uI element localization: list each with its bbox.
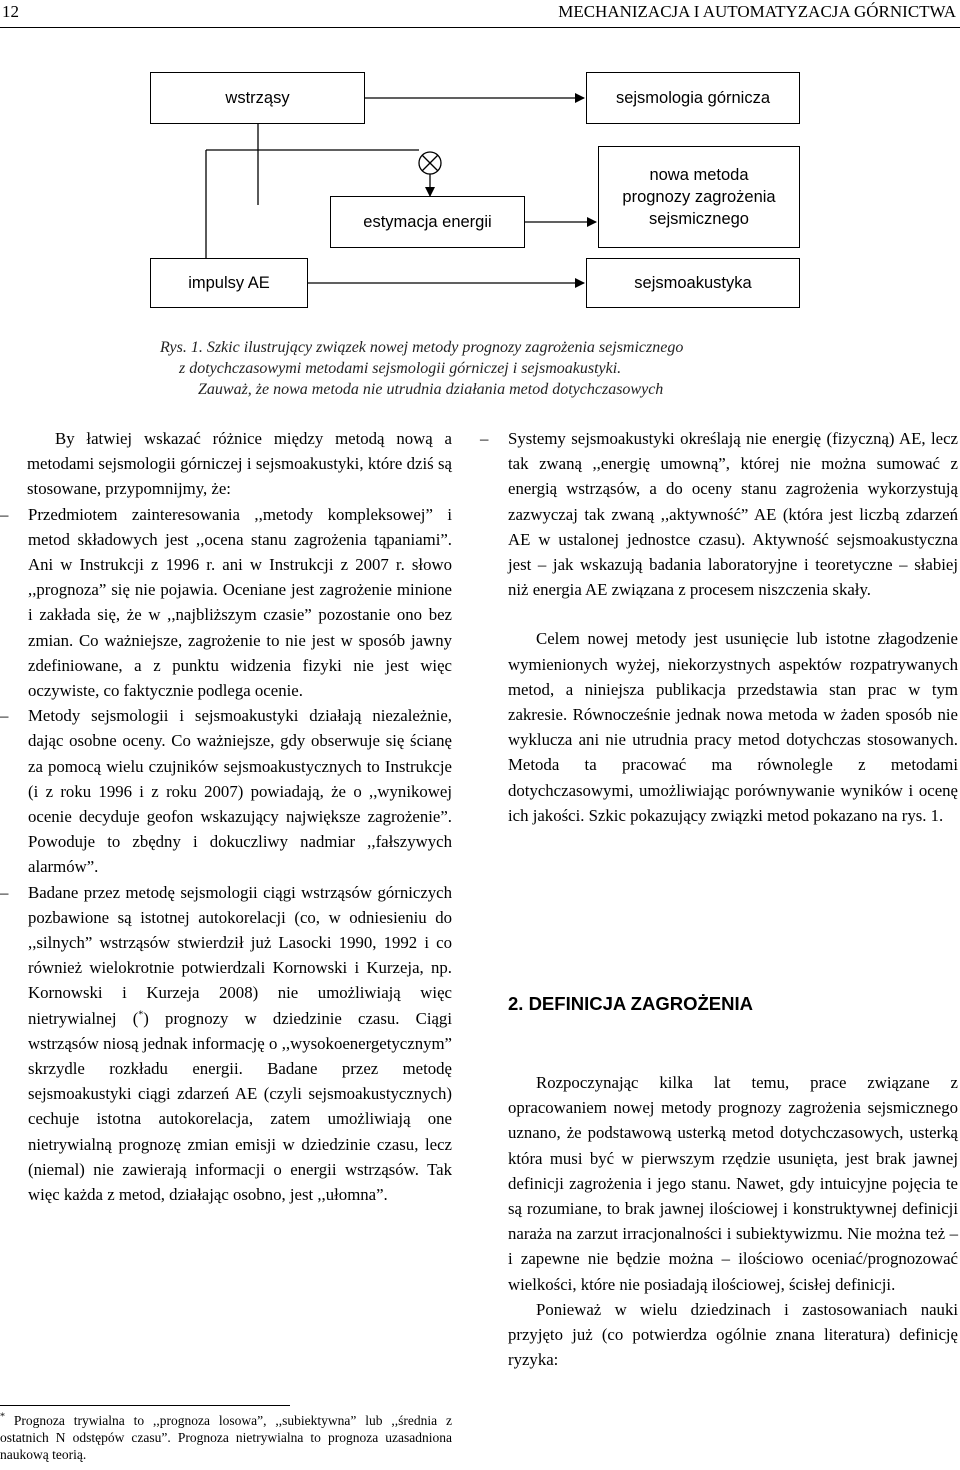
caption-line-2: z dotychczasowymi metodami sejsmologii górniczej i sejsmoakustyki. [179,360,622,377]
intro-paragraph: By łatwiej wskazać różnice między metodą nową a metodami sejsmologii górniczej i sejsmoakustyki, które dziś są stosowane, przypomnijmy, że: [27,429,452,499]
box-wstrzasy [150,72,365,124]
diagram-connectors [0,0,960,330]
box-nowa-metoda-label: nowa metoda prognozy zagrożenia sejsmicznego [622,166,776,228]
box-sejsmoakustyka [586,258,800,308]
box-sejsmoakustyka-label: sejsmoakustyka [634,274,752,292]
left-column [0,426,452,1207]
footnote-rule [0,1405,290,1406]
box-estymacja [330,196,525,248]
box-sejsmologia [586,72,800,124]
goal-paragraph: Celem nowej metody jest usunięcie lub istotne złagodzenie wymienionych wyżej, niekorzystnych aspektów rozpatrywanych metod, a niniejsza publikacja przedstawia stan prac w tym zakresie. Równocześnie jednak nowa metoda w żaden sposób nie wyklucza ani nie utrudnia pracy metod dotychczas stosowanych. Metoda ta pracować ma równolegle z metodami dotychczasowymi, umożliwiając porównywanie wyników i ocenę ich jakości. Szkic pokazujący związki metod pokazano na rys. 1. [508,629,958,825]
footnote [0,1412,452,1463]
list-item [0,880,452,1208]
definition-paragraph-1: Rozpoczynając kilka lat temu, prace związane z opracowaniem nowej metody prognozy zagrożenia sejsmicznego uznano, że podstawową usterką metod dotychczasowych, usterką która musi być w pierwszym rzędzie usunięta, jest brak jawnej definicji zagrożenia i jego stanu. Nawet, gdy intuicyjne pojęcia te są rozumiane, to brak jawnej ilościowej i konstruktywnej definicji naraża na zarzut irracjonalności i subiektywizmu. Nie można też – i zapewne nie będzie można – ilościowo oceniać/prognozować wielkości, które nie posiadają ilościowej, ścisłej definicji. [508,1073,958,1294]
box-estymacja-label: estymacja energii [363,213,492,231]
dash-marker: – [0,882,9,902]
list-item-text-part-a: Badane przez metodę sejsmologii ciągi wstrząsów górniczych pozbawione są istotnej autokorelacji (co, w odniesieniu do ,,silnych” wstrząsów stwierdził już Lasocki 1990, 1992 i co również wielokrotnie potwierdzali Kornowski i Kurzeja, np. Kornowski i Kurzeja 2008) nie umożliwiają więc nietrywialnej ( [28,882,452,1028]
section-heading: 2. DEFINICJA ZAGROŻENIA [508,993,753,1014]
junction-cross-icon [419,152,441,174]
list-item-text-part-b: ) prognozy w dziedzinie czasu. Ciągi wstrząsów niosą jednak informację o ,,wysokoenergetycznym” skrzydle rozkładu energii. Badane przez metodę sejsmoakustyki ciągi zdarzeń AE (czyli sejsmoakustycznych) cechuje istotna autokorelacja, zatem umożliwiają one nietrywialną prognozę zmian emisji w dziedzinie czasu, lecz (niemal) nie zawierają informacji o energii wstrząsów. Tak więc każda z metod, działając osobno, jest ,,ułomna”. [28,1008,452,1205]
page-number: 12 [2,2,19,21]
box-impulsy-label: impulsy AE [188,274,270,292]
box-impulsy [150,258,308,308]
dash-marker: – [480,429,489,448]
list-item-text: Przedmiotem zainteresowania ,,metody kompleksowej” i metod składowych jest ,,ocena stanu zagrożenia tąpaniami”. Ani w Instrukcji z 1996 r. ani w Instrukcji z 2007 r. słowo ,,prognoza” się nie pojawia. Oceniane jest zagrożenie minione i zakłada się, że w ,,najbliższym czasie” pozostanie ono bez zmian. Co ważniejsze, zagrożenie to nie jest w sposób jawny zdefiniowane, a z punktu widzenia fizyki nie jest więc oczywiste, co faktycznie podlega ocenie. [28,504,452,701]
dash-marker: – [0,504,9,524]
definition-paragraph-2: Ponieważ w wielu dziedzinach i zastosowaniach nauki przyjęto już (co potwierdza ogólnie znana literatura) definicję ryzyka: [508,1299,958,1370]
list-item [0,703,452,879]
figure-caption [160,337,810,400]
footnote-ref[interactable]: * [138,1009,144,1021]
list-item-text: Metody sejsmologii i sejsmoakustyki działają niezależnie, dając osobne oceny. Co ważniejsze, gdy obserwuje się ścianę za pomocą wielu czujników sejsmoakustycznych to Instrukcje (i z roku 1996 i z roku 2007) powiadają, że o ,,wynikowej ocenie decyduje geofon wskazujący największe zagrożenie”. Powoduje to zbędny i dokuczliwy nadmiar ,,fałszywych alarmów”. [28,706,452,877]
dash-marker: – [0,706,9,726]
caption-line-3: Zauważ, że nowa metoda nie utrudnia działania metod dotychczasowych [198,381,664,398]
list-item [480,426,958,602]
footnote-mark: * [0,1411,5,1423]
list-item-text [28,880,452,1208]
journal-title: MECHANIZACJA I AUTOMATYZACJA GÓRNICTWA [558,2,956,21]
caption-line-1: Rys. 1. Szkic ilustrujący związek nowej metody prognozy zagrożenia sejsmicznego [160,339,684,356]
box-sejsmologia-label: sejsmologia górnicza [615,89,771,107]
box-wstrzasy-label: wstrząsy [225,89,290,107]
right-column-section [508,1070,958,1372]
footnote-text: Prognoza trywialna to ,,prognoza losowa”, ,,subiektywna” lub ,,średnia z ostatnich N odstępów czasu”. Prognoza nietrywialna to prognoza uzasadniona naukową teorią. [0,1413,452,1462]
figure-diagram [0,0,960,330]
list-item [0,502,452,704]
right-column [480,426,958,828]
box-nowa-metoda [598,146,800,248]
list-item-text: Systemy sejsmoakustyki określają nie energię (fizyczną) AE, lecz tak zwaną ,,energię umowną”, której nie można sumować z energią wstrząsów, a do oceny stanu zagrożenia wykorzystują zazwyczaj tak zwaną ,,aktywność” AE (która jest liczbą zdarzeń AE w ustalonej jednostce czasu). Aktywność sejsmoakustyczna jest – jak wskazują badania laboratoryjne i teoretyczne – słabiej niż energia AE związana z procesem niszczenia skały. [508,429,958,600]
